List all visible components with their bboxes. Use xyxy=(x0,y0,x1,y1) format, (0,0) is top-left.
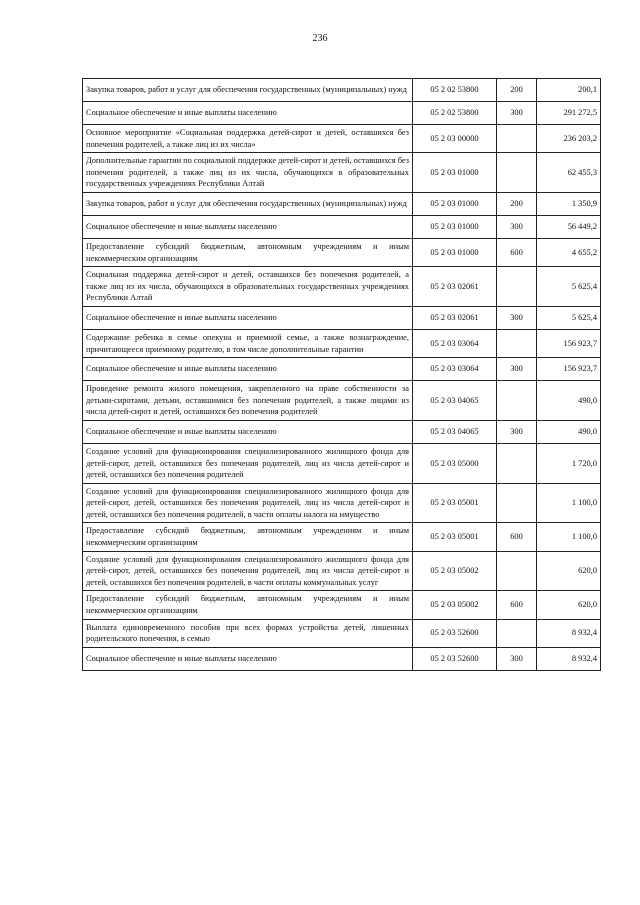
row-expense-type: 300 xyxy=(497,420,537,443)
row-expense-type xyxy=(497,551,537,591)
row-description: Выплата единовременного пособия при всех формах устройства детей, лишенных родительского попечения, в семью xyxy=(83,619,413,647)
row-target-code: 05 2 02 53800 xyxy=(413,79,497,102)
row-amount: 8 932,4 xyxy=(537,647,601,670)
row-amount: 4 655,2 xyxy=(537,238,601,266)
row-target-code: 05 2 03 05000 xyxy=(413,443,497,483)
row-amount: 1 350,9 xyxy=(537,192,601,215)
row-description: Создание условий для функционирования специализированного жилищного фонда для детей-сирот, детей, оставшихся без попечения родителей, лиц из числа детей-сирот и детей, оставшихся без попечения родителей xyxy=(83,443,413,483)
table-row xyxy=(83,381,601,421)
row-description: Социальное обеспечение и иные выплаты населению xyxy=(83,306,413,329)
row-expense-type: 600 xyxy=(497,523,537,551)
row-target-code: 05 2 03 03064 xyxy=(413,358,497,381)
row-target-code: 05 2 03 01000 xyxy=(413,215,497,238)
row-description: Предоставление субсидий бюджетным, автономным учреждениям и иным некоммерческим организациям xyxy=(83,591,413,619)
table-row xyxy=(83,79,601,102)
row-target-code: 05 2 03 04065 xyxy=(413,420,497,443)
row-description: Социальная поддержка детей-сирот и детей, оставшихся без попечения родителей, а также лиц из их числа, обучающихся в образовательных государственных учреждениях Республики Алтай xyxy=(83,267,413,307)
row-expense-type xyxy=(497,443,537,483)
row-amount: 1 100,0 xyxy=(537,523,601,551)
row-amount: 5 625,4 xyxy=(537,306,601,329)
table-row xyxy=(83,551,601,591)
table-row xyxy=(83,153,601,193)
row-target-code: 05 2 03 05002 xyxy=(413,551,497,591)
row-description: Создание условий для функционирования специализированного жилищного фонда для детей-сирот, детей, оставшихся без попечения родителей, лиц из числа детей-сирот и детей, оставшихся без попечения родителей, в части оплаты налога на имущество xyxy=(83,483,413,523)
table-row xyxy=(83,306,601,329)
row-target-code: 05 2 03 05001 xyxy=(413,483,497,523)
table-row xyxy=(83,267,601,307)
row-amount: 620,0 xyxy=(537,551,601,591)
row-description: Закупка товаров, работ и услуг для обеспечения государственных (муниципальных) нужд xyxy=(83,79,413,102)
table-row xyxy=(83,619,601,647)
row-expense-type: 600 xyxy=(497,238,537,266)
table-row xyxy=(83,238,601,266)
budget-table-body xyxy=(83,79,601,671)
row-description: Социальное обеспечение и иные выплаты населению xyxy=(83,420,413,443)
row-target-code: 05 2 03 01000 xyxy=(413,238,497,266)
budget-table xyxy=(82,78,601,671)
row-description: Предоставление субсидий бюджетным, автономным учреждениям и иным некоммерческим организациям xyxy=(83,523,413,551)
row-target-code: 05 2 02 53800 xyxy=(413,102,497,125)
table-row xyxy=(83,192,601,215)
table-row xyxy=(83,125,601,153)
row-amount: 156 923,7 xyxy=(537,329,601,357)
row-target-code: 05 2 03 52600 xyxy=(413,619,497,647)
row-expense-type: 600 xyxy=(497,591,537,619)
row-amount: 156 923,7 xyxy=(537,358,601,381)
row-target-code: 05 2 03 01000 xyxy=(413,153,497,193)
row-amount: 490,0 xyxy=(537,381,601,421)
row-expense-type: 300 xyxy=(497,215,537,238)
row-amount: 8 932,4 xyxy=(537,619,601,647)
row-amount: 1 100,0 xyxy=(537,483,601,523)
table-row xyxy=(83,215,601,238)
row-description: Социальное обеспечение и иные выплаты населению xyxy=(83,358,413,381)
row-description: Создание условий для функционирования специализированного жилищного фонда для детей-сирот, детей, оставшихся без попечения родителей, лиц из числа детей-сирот и детей, оставшихся без попечения родителей, в части оплаты коммунальных услуг xyxy=(83,551,413,591)
row-amount: 620,0 xyxy=(537,591,601,619)
row-amount: 62 455,3 xyxy=(537,153,601,193)
row-target-code: 05 2 03 03064 xyxy=(413,329,497,357)
table-row xyxy=(83,420,601,443)
page-number: 236 xyxy=(312,33,328,44)
table-row xyxy=(83,329,601,357)
row-description: Социальное обеспечение и иные выплаты населению xyxy=(83,647,413,670)
row-expense-type xyxy=(497,483,537,523)
row-expense-type xyxy=(497,267,537,307)
row-amount: 291 272,5 xyxy=(537,102,601,125)
row-target-code: 05 2 03 04065 xyxy=(413,381,497,421)
row-description: Содержание ребенка в семье опекуна и приемной семье, а также вознаграждение, причитающееся приемному родителю, в том числе дополнительные гарантии xyxy=(83,329,413,357)
row-amount: 200,1 xyxy=(537,79,601,102)
table-row xyxy=(83,102,601,125)
row-amount: 490,0 xyxy=(537,420,601,443)
row-amount: 5 625,4 xyxy=(537,267,601,307)
row-expense-type: 300 xyxy=(497,306,537,329)
row-description: Проведение ремонта жилого помещения, закрепленного на праве собственности за детьми-сиротами, детьми, оставшимися без попечения родителей, а также лицами из числа детей-сирот и детей, оставшихся без попечения родителей xyxy=(83,381,413,421)
row-target-code: 05 2 03 01000 xyxy=(413,192,497,215)
row-expense-type: 200 xyxy=(497,192,537,215)
row-expense-type xyxy=(497,619,537,647)
row-target-code: 05 2 03 52600 xyxy=(413,647,497,670)
table-row xyxy=(83,523,601,551)
row-target-code: 05 2 03 05001 xyxy=(413,523,497,551)
row-target-code: 05 2 03 02061 xyxy=(413,267,497,307)
row-expense-type: 200 xyxy=(497,79,537,102)
row-expense-type: 300 xyxy=(497,647,537,670)
row-amount: 236 203,2 xyxy=(537,125,601,153)
row-amount: 1 720,0 xyxy=(537,443,601,483)
row-description: Предоставление субсидий бюджетным, автономным учреждениям и иным некоммерческим организациям xyxy=(83,238,413,266)
row-target-code: 05 2 03 00000 xyxy=(413,125,497,153)
row-description: Основное мероприятие «Социальная поддержка детей-сирот и детей, оставшихся без попечения родителей, а также лиц из их числа» xyxy=(83,125,413,153)
row-amount: 56 449,2 xyxy=(537,215,601,238)
row-description: Закупка товаров, работ и услуг для обеспечения государственных (муниципальных) нужд xyxy=(83,192,413,215)
row-description: Социальное обеспечение и иные выплаты населению xyxy=(83,215,413,238)
row-expense-type xyxy=(497,329,537,357)
row-expense-type: 300 xyxy=(497,102,537,125)
row-target-code: 05 2 03 02061 xyxy=(413,306,497,329)
table-row xyxy=(83,483,601,523)
row-description: Социальное обеспечение и иные выплаты населению xyxy=(83,102,413,125)
row-expense-type xyxy=(497,153,537,193)
table-row xyxy=(83,591,601,619)
row-description: Дополнительные гарантии по социальной поддержке детей-сирот и детей, оставшихся без попечения родителей, а также лиц из их числа, обучающихся в образовательных государственных учреждениях Республики Алтай xyxy=(83,153,413,193)
row-expense-type xyxy=(497,125,537,153)
row-expense-type xyxy=(497,381,537,421)
row-expense-type: 300 xyxy=(497,358,537,381)
table-row xyxy=(83,443,601,483)
table-row xyxy=(83,647,601,670)
table-row xyxy=(83,358,601,381)
row-target-code: 05 2 03 05002 xyxy=(413,591,497,619)
